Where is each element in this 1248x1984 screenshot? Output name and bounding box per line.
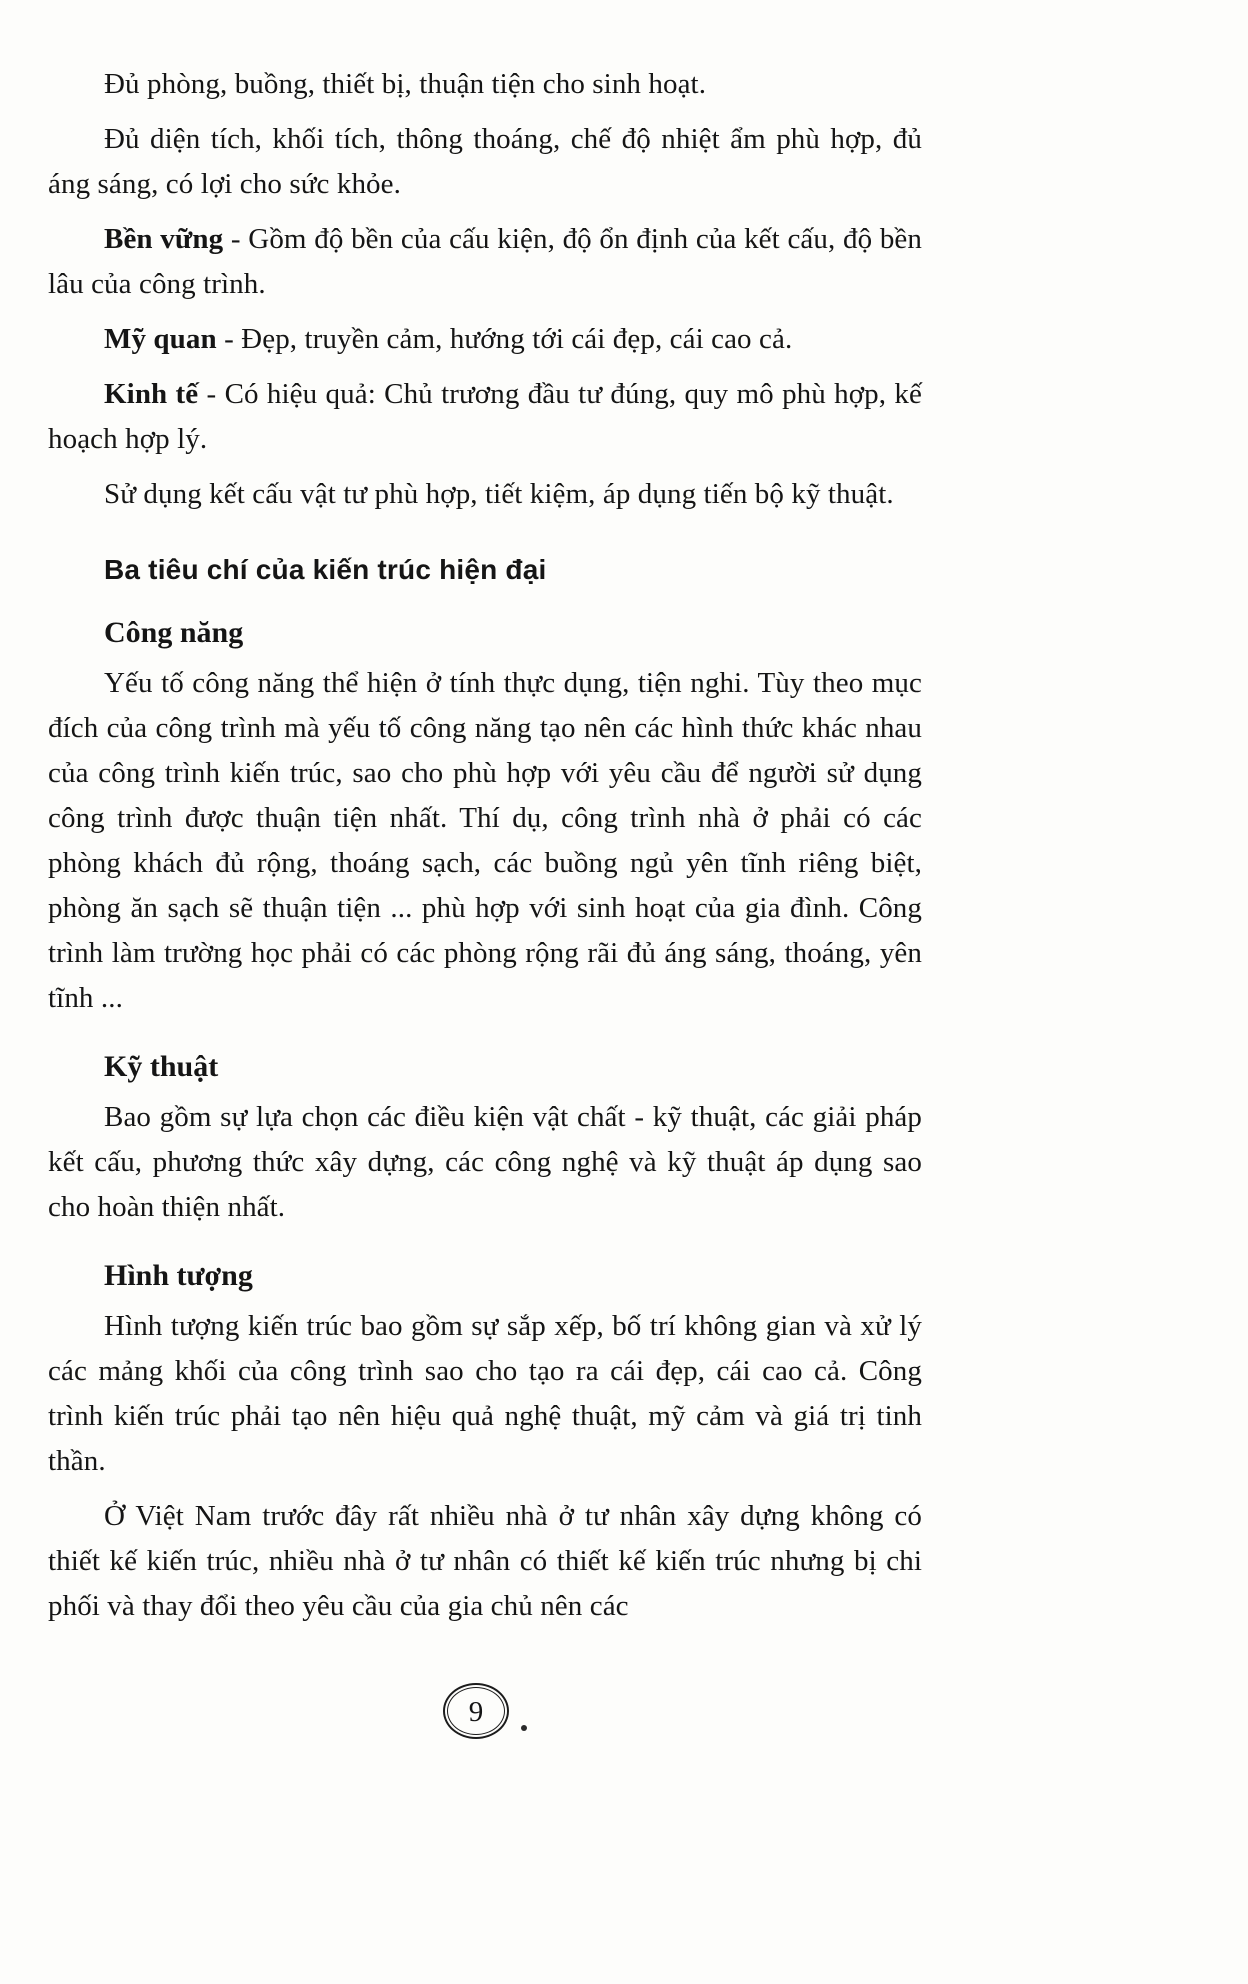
paragraph-text: Sử dụng kết cấu vật tư phù hợp, tiết kiệm, áp dụng tiến bộ kỹ thuật. (104, 478, 894, 510)
paragraph-durability (48, 217, 922, 307)
paragraph-text: Hình tượng kiến trúc bao gồm sự sắp xếp, bố trí không gian và xử lý các mảng khối của công trình sao cho tạo ra cái đẹp, cái cao cả. Công trình kiến trúc phải tạo nên hiệu quả nghệ thuật, mỹ cảm và giá trị tinh thần. (48, 1310, 922, 1477)
page-number: 9 (468, 1695, 484, 1728)
page-footer (48, 1683, 922, 1779)
paragraph-ky-thuat (48, 1095, 922, 1230)
paragraph-cong-nang (48, 661, 922, 1021)
paragraph-rooms (48, 62, 922, 107)
paragraph-lead: Kinh tế (104, 378, 199, 410)
subheading-hinh-tuong: Hình tượng (104, 1259, 253, 1292)
paragraph-economy (48, 372, 922, 462)
paragraph-lead: Bền vững (104, 223, 224, 255)
paragraph-text: Đủ phòng, buồng, thiết bị, thuận tiện cho sinh hoạt. (104, 68, 707, 100)
paragraph-hinh-tuong (48, 1304, 922, 1484)
paragraph-text: - Đẹp, truyền cảm, hướng tới cái đẹp, cái cao cả. (216, 323, 793, 355)
paragraph-materials (48, 472, 922, 517)
paragraph-aesthetics (48, 317, 922, 362)
paragraph-vietnam-housing (48, 1494, 922, 1629)
paragraph-text: - Gồm độ bền của cấu kiện, độ ổn định của kết cấu, độ bền lâu của công trình. (48, 223, 922, 300)
page-number-badge (443, 1683, 509, 1739)
paragraph-area-light (48, 117, 922, 207)
paragraph-lead: Mỹ quan (104, 323, 217, 355)
paragraph-text: Ở Việt Nam trước đây rất nhiều nhà ở tư nhân xây dựng không có thiết kế kiến trúc, nhiều nhà ở tư nhân có thiết kế kiến trúc nhưng bị chi phối và thay đổi theo yêu cầu của gia chủ nên các (48, 1500, 922, 1622)
paragraph-text: Yếu tố công năng thể hiện ở tính thực dụng, tiện nghi. Tùy theo mục đích của công trình mà yếu tố công năng tạo nên các hình thức khác nhau của công trình kiến trúc, sao cho phù hợp với yêu cầu để người sử dụng công trình được thuận tiện nhất. Thí dụ, công trình nhà ở phải có các phòng khách đủ rộng, thoáng sạch, các buồng ngủ yên tĩnh riêng biệt, phòng ăn sạch sẽ thuận tiện ... phù hợp với sinh hoạt của gia đình. Công trình làm trường học phải có các phòng rộng rãi đủ áng sáng, thoáng, yên tĩnh ... (48, 667, 922, 1014)
subheading-cong-nang: Công năng (104, 616, 244, 649)
subheading-ky-thuat: Kỹ thuật (104, 1050, 219, 1083)
page-content (48, 62, 922, 1629)
paragraph-text: Bao gồm sự lựa chọn các điều kiện vật chất - kỹ thuật, các giải pháp kết cấu, phương thức xây dựng, các công nghệ và kỹ thuật áp dụng sao cho hoàn thiện nhất. (48, 1101, 922, 1223)
ink-dot (521, 1725, 527, 1731)
paragraph-text: - Có hiệu quả: Chủ trương đầu tư đúng, quy mô phù hợp, kế hoạch hợp lý. (48, 378, 922, 455)
paragraph-text: Đủ diện tích, khối tích, thông thoáng, chế độ nhiệt ẩm phù hợp, đủ áng sáng, có lợi cho sức khỏe. (48, 123, 922, 200)
heading-three-criteria: Ba tiêu chí của kiến trúc hiện đại (104, 554, 547, 585)
